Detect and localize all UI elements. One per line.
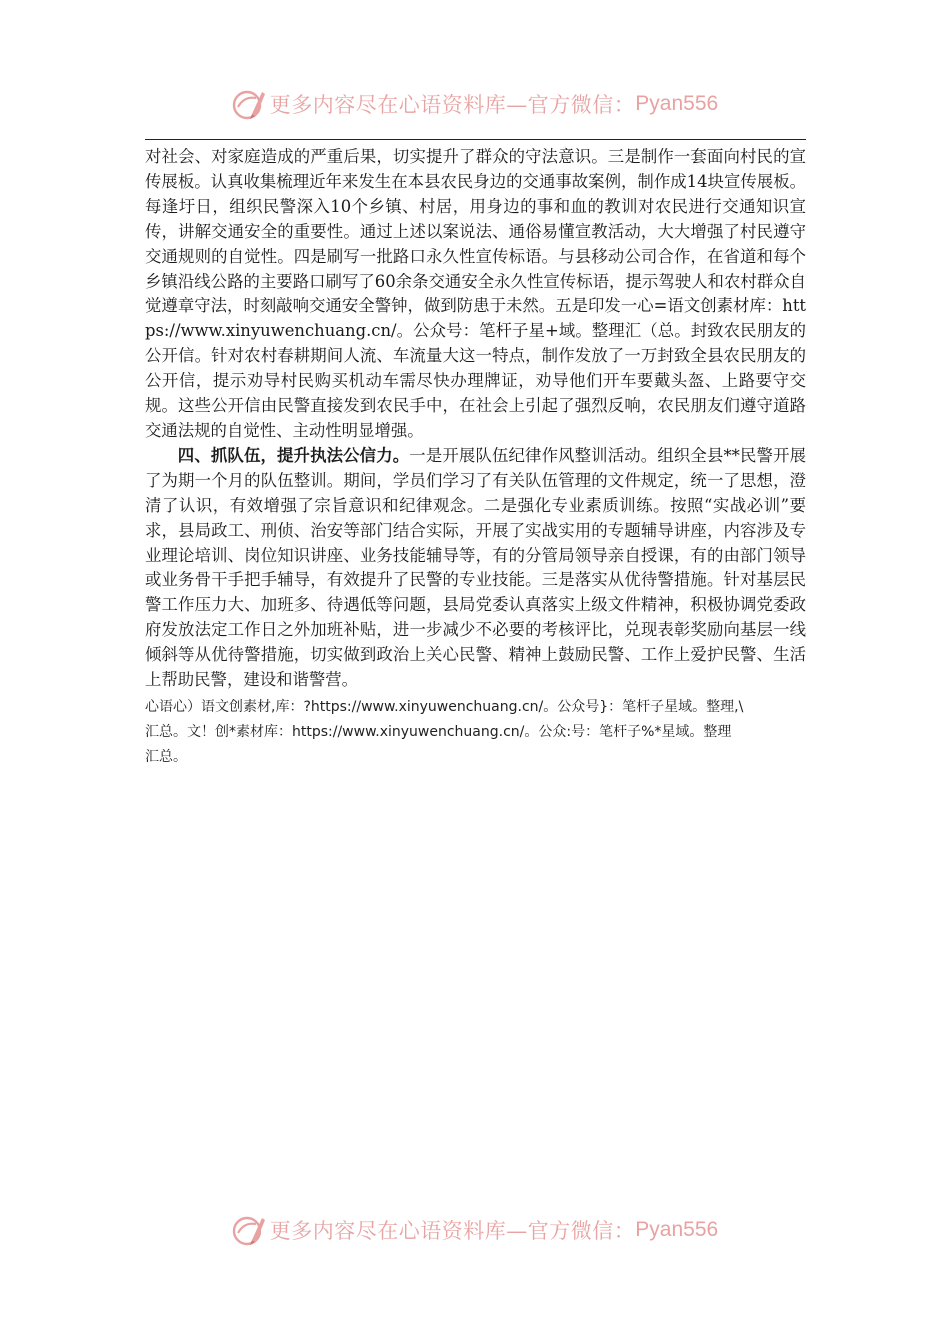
source-notes (145, 695, 806, 770)
document-body (145, 145, 806, 770)
header-banner (0, 82, 950, 126)
source-note-line: 汇总。文！创*素材库：https://www.xinyuwenchuang.cn/。公众:号：笔杆子%*星域。整理 (145, 723, 732, 740)
pen-logo-icon (232, 1213, 266, 1247)
source-note-line: 心语心）语文创素材,库：?https://www.xinyuwenchuang.cn/。公众号}：笔杆子星域。整理,\ (145, 698, 744, 715)
header-banner-text: 更多内容尽在心语资料库—官方微信： (269, 93, 636, 117)
header-wechat-id: Pyan556 (635, 92, 719, 115)
paragraph-continued: 对社会、对家庭造成的严重后果，切实提升了群众的守法意识。三是制作一套面向村民的宣传展板。认真收集梳理近年来发生在本县农民身边的交通事故案例，制作成14块宣传展板。每逢圩日，组织民警深入10个乡镇、村居，用身边的事和血的教训对农民进行交通知识宣传，讲解交通安全的重要性。通过上述以案说法、通俗易懂宣教活动，大大增强了村民遵守交通规则的自觉性。四是刷写一批路口永久性宣传标语。与县移动公司合作，在省道和每个乡镇沿线公路的主要路口刷写了60余条交通安全永久性宣传标语，提示驾驶人和农村群众自觉遵章守法，时刻敲响交通安全警钟，做到防患于未然。五是印发一心=语文创素材库：https://www.xinyuwenchuang.cn/。公众号：笔杆子星+域。整理汇（总。封致农民朋友的公开信。针对农村春耕期间人流、车流量大这一特点，制作发放了一万封致全县农民朋友的公开信，提示劝导村民购买机动车需尽快办理牌证，劝导他们开车要戴头盔、上路要守交规。这些公开信由民警直接发到农民手中，在社会上引起了强烈反响，农民朋友们遵守道路交通法规的自觉性、主动性明显增强。 (145, 147, 806, 440)
paragraph-section-four (145, 444, 806, 693)
section-four-text: 一是开展队伍纪律作风整训活动。组织全县**民警开展了为期一个月的队伍整训。期间，学员们学习了有关队伍管理的文件规定，统一了思想，澄清了认识，有效增强了宗旨意识和纪律观念。二是强化专业素质训练。按照“实战必训”要求，县局政工、刑侦、治安等部门结合实际，开展了实战实用的专题辅导讲座，内容涉及专业理论培训、岗位知识讲座、业务技能辅导等，有的分管局领导亲自授课，有的由部门领导或业务骨干手把手辅导，有效提升了民警的专业技能。三是落实从优待警措施。针对基层民警工作压力大、加班多、待遇低等问题，县局党委认真落实上级文件精神，积极协调党委政府发放法定工作日之外加班补贴，进一步减少不必要的考核评比，兑现表彰奖励向基层一线倾斜等从优待警措施，切实做到政治上关心民警、精神上鼓励民警、工作上爱护民警、生活上帮助民警，建设和谐警营。 (145, 445, 807, 690)
source-note-line: 汇总。 (145, 748, 187, 765)
footer-wechat-id: Pyan556 (635, 1218, 719, 1241)
pen-logo-icon (232, 87, 266, 121)
footer-banner (0, 1208, 950, 1252)
section-four-heading: 四、抓队伍，提升执法公信力。 (177, 445, 410, 465)
footer-banner-text: 更多内容尽在心语资料库—官方微信： (269, 1219, 636, 1243)
header-divider (145, 139, 806, 140)
